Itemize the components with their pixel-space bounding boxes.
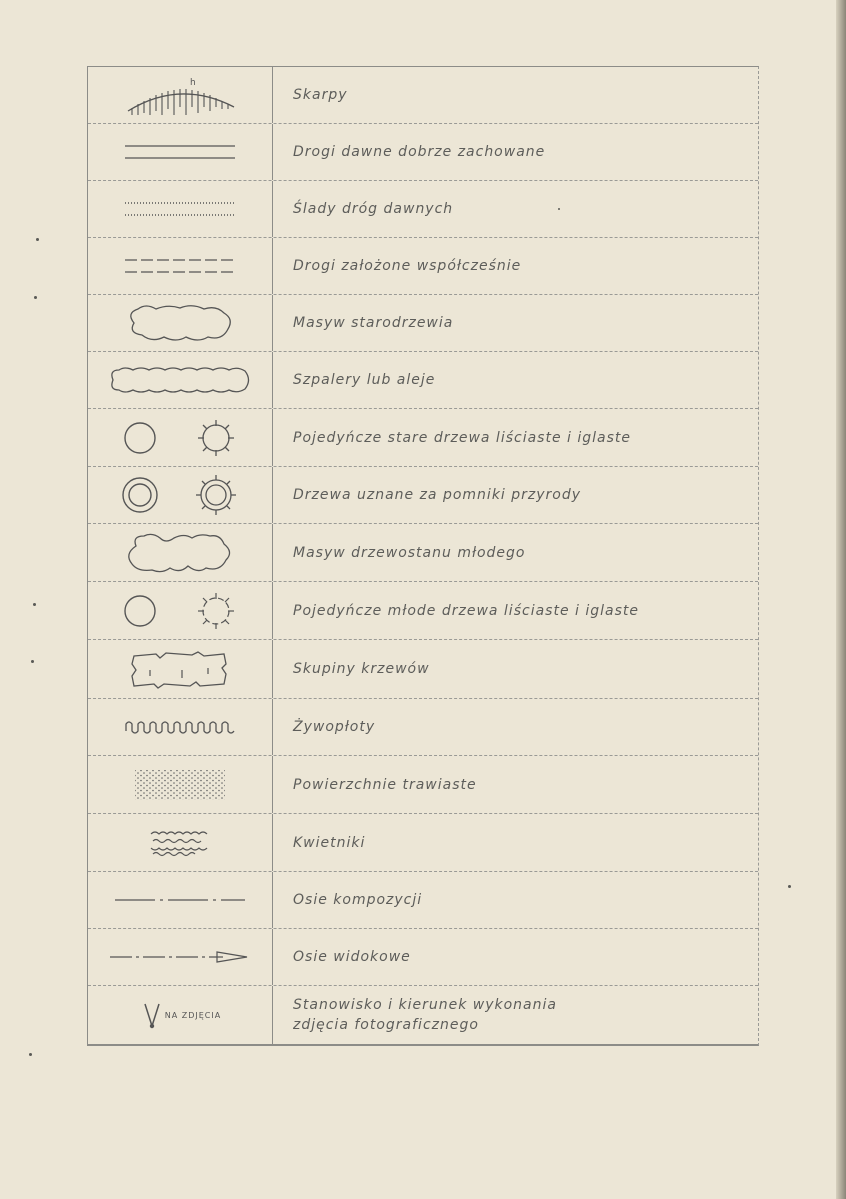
double-dotted-line-icon <box>88 181 273 237</box>
legend-row <box>88 582 758 640</box>
legend-label: Masyw starodrzewia <box>293 315 454 331</box>
legend-label: Drogi dawne dobrze zachowane <box>293 144 546 160</box>
stipple-icon <box>88 756 273 813</box>
slope-icon <box>88 67 273 123</box>
legend-row <box>88 409 758 467</box>
legend-row <box>88 640 758 699</box>
legend-row <box>88 124 758 181</box>
legend-row <box>88 238 758 295</box>
single-tree-icons <box>88 409 273 466</box>
legend-row <box>88 872 758 929</box>
legend-label: Pojedyńcze stare drzewa liściaste i iglaste <box>293 429 631 446</box>
legend-row <box>88 699 758 756</box>
conifer-tree-icon <box>198 420 234 456</box>
legend-row <box>88 756 758 814</box>
legend-row <box>88 467 758 524</box>
legend-row <box>88 295 758 352</box>
legend-label: Drogi założone współcześnie <box>293 258 522 274</box>
scalloped-row-icon <box>88 352 273 408</box>
legend-label: Szpalery lub aleje <box>293 372 436 388</box>
flowerbed-icon <box>88 814 273 871</box>
double-dashed-line-icon <box>88 238 273 294</box>
legend-label: Kwietniki <box>293 834 366 851</box>
legend-label: Pojedyńcze młode drzewa liściaste i iglaste <box>293 602 639 619</box>
legend-label: Powierzchnie trawiaste <box>293 776 477 793</box>
shrub-group-icon <box>88 640 273 698</box>
legend-label: Skarpy <box>293 87 348 103</box>
cloud-outline-icon <box>88 295 273 351</box>
legend-label: Masyw drzewostanu młodego <box>293 544 526 561</box>
margin-dot <box>31 660 34 663</box>
margin-dot <box>34 296 37 299</box>
hedge-icon <box>88 699 273 755</box>
margin-dot <box>36 238 39 241</box>
photo-point-icon <box>88 986 273 1044</box>
legend-table <box>87 66 759 1046</box>
legend-row <box>88 524 758 582</box>
speck <box>788 885 791 888</box>
legend-label: Drzewa uznane za pomniki przyrody <box>293 487 582 503</box>
legend-row <box>88 814 758 872</box>
cloud-outline-icon <box>88 524 273 581</box>
legend-label: Żywopłoty <box>293 719 376 735</box>
legend-label: Stanowisko i kierunek wykonania zdjęcia fotograficznego <box>293 997 557 1033</box>
double-line-icon <box>88 124 273 180</box>
photo-caption: NA ZDJĘCIA <box>164 1010 222 1020</box>
slope-mark: h <box>190 78 196 88</box>
legend-label: Ślady dróg dawnych <box>293 201 454 217</box>
legend-row <box>88 929 758 986</box>
margin-dot <box>33 603 36 606</box>
legend-row <box>88 67 758 124</box>
legend-row <box>88 352 758 409</box>
page-edge-shadow <box>836 0 846 1199</box>
deciduous-tree-icon <box>125 423 155 453</box>
margin-dot <box>29 1053 32 1056</box>
legend-row <box>88 986 758 1045</box>
photo-angle-icon <box>139 998 165 1032</box>
dash-dot-line-icon <box>88 872 273 928</box>
legend-label: Osie widokowe <box>293 949 411 965</box>
legend-label: Skupiny krzewów <box>293 661 430 677</box>
monument-tree-icons <box>88 467 273 523</box>
single-young-tree-icons <box>88 582 273 639</box>
legend-label: Osie kompozycji <box>293 892 423 908</box>
legend-row <box>88 181 758 238</box>
view-axis-arrow-icon <box>88 929 273 985</box>
